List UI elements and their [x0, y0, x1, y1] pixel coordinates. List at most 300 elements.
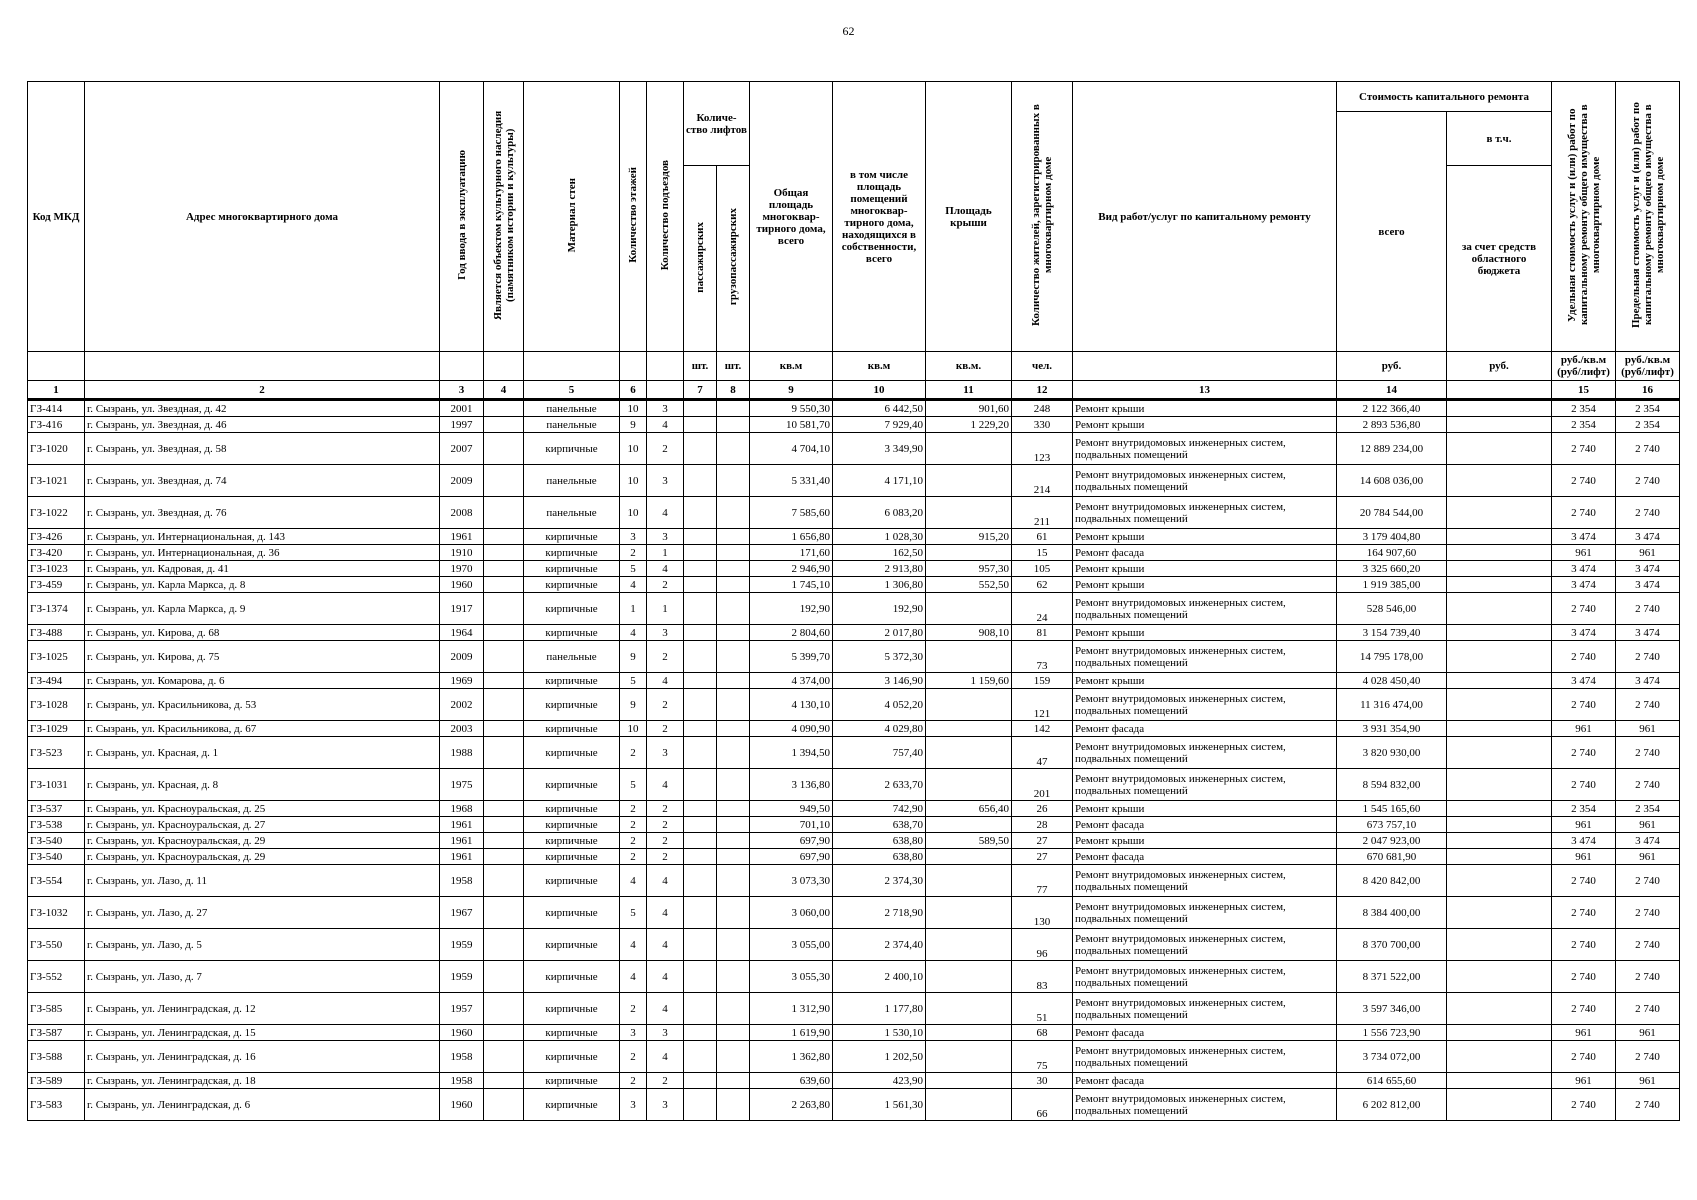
cell-total-area: 2 946,90 [750, 561, 833, 577]
cell-material: панельные [524, 400, 620, 417]
cell-residents: 105 [1012, 561, 1073, 577]
cell-roof-area [926, 737, 1012, 769]
cell-roof-area: 1 229,20 [926, 417, 1012, 433]
cell-work-type: Ремонт крыши [1073, 625, 1337, 641]
column-numbers-row [28, 381, 1680, 400]
column-number [647, 381, 684, 400]
cell-work-type: Ремонт фасада [1073, 849, 1337, 865]
cell-regional-budget [1447, 769, 1552, 801]
cell-lifts-cargo [717, 561, 750, 577]
cell-residents: 24 [1012, 593, 1073, 625]
cell-entrances: 2 [647, 433, 684, 465]
cell-lifts-cargo [717, 417, 750, 433]
cell-code: ГЗ-540 [28, 833, 85, 849]
cell-lifts-passenger [684, 417, 717, 433]
cell-total-area: 10 581,70 [750, 417, 833, 433]
cell-lifts-passenger [684, 673, 717, 689]
cell-year: 2002 [440, 689, 484, 721]
cell-limit-cost: 961 [1616, 849, 1680, 865]
cell-cost-total: 164 907,60 [1337, 545, 1447, 561]
col-header-lifts-passenger: пассажирских [684, 166, 717, 352]
cell-residents: 81 [1012, 625, 1073, 641]
cell-code: ГЗ-414 [28, 400, 85, 417]
cell-floors: 3 [620, 1089, 647, 1121]
cell-limit-cost: 961 [1616, 1073, 1680, 1089]
cell-year: 1960 [440, 577, 484, 593]
cell-lifts-cargo [717, 673, 750, 689]
cell-total-area: 9 550,30 [750, 400, 833, 417]
cell-entrances: 3 [647, 1089, 684, 1121]
cell-regional-budget [1447, 993, 1552, 1025]
cell-owned-area: 3 349,90 [833, 433, 926, 465]
cell-residents: 248 [1012, 400, 1073, 417]
cell-entrances: 4 [647, 929, 684, 961]
cell-residents: 75 [1012, 1041, 1073, 1073]
cell-material: кирпичные [524, 929, 620, 961]
cell-lifts-passenger [684, 545, 717, 561]
cell-floors: 2 [620, 1041, 647, 1073]
cell-entrances: 4 [647, 961, 684, 993]
cell-lifts-cargo [717, 961, 750, 993]
col-header-year: Год ввода в эксплуатацию [440, 82, 484, 352]
cell-limit-cost: 961 [1616, 817, 1680, 833]
cell-cost-total: 2 893 536,80 [1337, 417, 1447, 433]
cell-year: 1960 [440, 1025, 484, 1041]
cell-work-type: Ремонт фасада [1073, 721, 1337, 737]
cell-code: ГЗ-1028 [28, 689, 85, 721]
cell-cost-total: 12 889 234,00 [1337, 433, 1447, 465]
cell-regional-budget [1447, 593, 1552, 625]
cell-lifts-passenger [684, 833, 717, 849]
unit-rub-sqm: руб./кв.м (руб/лифт) [1616, 352, 1680, 381]
cell-lifts-passenger [684, 400, 717, 417]
cell-lifts-cargo [717, 689, 750, 721]
cell-code: ГЗ-1025 [28, 641, 85, 673]
cell-regional-budget [1447, 497, 1552, 529]
cell-cost-total: 3 597 346,00 [1337, 993, 1447, 1025]
cell-address: г. Сызрань, ул. Ленинградская, д. 18 [85, 1073, 440, 1089]
cell-regional-budget [1447, 545, 1552, 561]
cell-code: ГЗ-488 [28, 625, 85, 641]
cell-regional-budget [1447, 400, 1552, 417]
cell-unit-cost: 2 740 [1552, 641, 1616, 673]
table-row [28, 400, 1680, 417]
cell-address: г. Сызрань, ул. Интернациональная, д. 36 [85, 545, 440, 561]
cell-lifts-passenger [684, 849, 717, 865]
col-header-heritage: Является объектом культурного наследия (памятником истории и культуры) [484, 82, 524, 352]
cell-limit-cost: 3 474 [1616, 529, 1680, 545]
cell-year: 1959 [440, 929, 484, 961]
cell-lifts-passenger [684, 689, 717, 721]
cell-heritage [484, 769, 524, 801]
cell-limit-cost: 3 474 [1616, 561, 1680, 577]
cell-lifts-passenger [684, 721, 717, 737]
table-row [28, 593, 1680, 625]
cell-entrances: 2 [647, 721, 684, 737]
cell-residents: 214 [1012, 465, 1073, 497]
cell-limit-cost: 2 740 [1616, 1089, 1680, 1121]
cell-unit-cost: 3 474 [1552, 625, 1616, 641]
cell-material: панельные [524, 465, 620, 497]
column-number: 7 [684, 381, 717, 400]
cell-year: 1958 [440, 1041, 484, 1073]
column-number: 12 [1012, 381, 1073, 400]
cell-material: кирпичные [524, 993, 620, 1025]
cell-lifts-passenger [684, 561, 717, 577]
cell-roof-area [926, 897, 1012, 929]
cell-total-area: 3 136,80 [750, 769, 833, 801]
cell-lifts-cargo [717, 897, 750, 929]
cell-limit-cost: 2 740 [1616, 593, 1680, 625]
cell-address: г. Сызрань, ул. Ленинградская, д. 6 [85, 1089, 440, 1121]
cell-cost-total: 8 594 832,00 [1337, 769, 1447, 801]
cell-year: 2009 [440, 641, 484, 673]
cell-total-area: 171,60 [750, 545, 833, 561]
cell-limit-cost: 961 [1616, 1025, 1680, 1041]
cell-material: кирпичные [524, 769, 620, 801]
cell-total-area: 2 263,80 [750, 1089, 833, 1121]
cell-address: г. Сызрань, ул. Кирова, д. 75 [85, 641, 440, 673]
col-header-total-area: Общая площадь многоквар-тирного дома, всего [750, 82, 833, 352]
table-row [28, 625, 1680, 641]
cell-cost-total: 3 179 404,80 [1337, 529, 1447, 545]
cell-code: ГЗ-1032 [28, 897, 85, 929]
cell-lifts-cargo [717, 849, 750, 865]
cell-regional-budget [1447, 465, 1552, 497]
cell-code: ГЗ-1022 [28, 497, 85, 529]
column-number [1447, 381, 1552, 400]
cell-roof-area [926, 993, 1012, 1025]
cell-heritage [484, 993, 524, 1025]
cell-work-type: Ремонт крыши [1073, 529, 1337, 545]
cell-regional-budget [1447, 1041, 1552, 1073]
cell-entrances: 4 [647, 769, 684, 801]
cell-residents: 77 [1012, 865, 1073, 897]
cell-floors: 2 [620, 993, 647, 1025]
table-row [28, 465, 1680, 497]
cell-material: кирпичные [524, 1041, 620, 1073]
cell-residents: 130 [1012, 897, 1073, 929]
cell-entrances: 1 [647, 545, 684, 561]
cell-regional-budget [1447, 833, 1552, 849]
unit-rub: руб. [1337, 352, 1447, 381]
cell-material: панельные [524, 497, 620, 529]
cell-address: г. Сызрань, ул. Звездная, д. 58 [85, 433, 440, 465]
cell-year: 1975 [440, 769, 484, 801]
cell-regional-budget [1447, 865, 1552, 897]
cell-regional-budget [1447, 625, 1552, 641]
cell-work-type: Ремонт внутридомовых инженерных систем, подвальных помещений [1073, 993, 1337, 1025]
cell-unit-cost: 2 740 [1552, 465, 1616, 497]
units-row [28, 352, 1680, 381]
cell-lifts-passenger [684, 817, 717, 833]
cell-limit-cost: 2 740 [1616, 993, 1680, 1025]
cell-regional-budget [1447, 929, 1552, 961]
cell-work-type: Ремонт фасада [1073, 1025, 1337, 1041]
cell-owned-area: 757,40 [833, 737, 926, 769]
cell-limit-cost: 3 474 [1616, 625, 1680, 641]
cell-owned-area: 7 929,40 [833, 417, 926, 433]
cell-roof-area [926, 865, 1012, 897]
cell-work-type: Ремонт крыши [1073, 673, 1337, 689]
cell-cost-total: 14 795 178,00 [1337, 641, 1447, 673]
cell-residents: 62 [1012, 577, 1073, 593]
cell-total-area: 4 374,00 [750, 673, 833, 689]
cell-owned-area: 742,90 [833, 801, 926, 817]
cell-year: 2008 [440, 497, 484, 529]
cell-unit-cost: 3 474 [1552, 833, 1616, 849]
cell-work-type: Ремонт внутридомовых инженерных систем, подвальных помещений [1073, 897, 1337, 929]
cell-total-area: 2 804,60 [750, 625, 833, 641]
cell-floors: 4 [620, 929, 647, 961]
cell-limit-cost: 3 474 [1616, 577, 1680, 593]
cell-entrances: 3 [647, 465, 684, 497]
cell-floors: 2 [620, 737, 647, 769]
cell-year: 1961 [440, 849, 484, 865]
cell-regional-budget [1447, 673, 1552, 689]
cell-unit-cost: 2 740 [1552, 593, 1616, 625]
table-row [28, 417, 1680, 433]
table-row [28, 497, 1680, 529]
cell-address: г. Сызрань, ул. Ленинградская, д. 15 [85, 1025, 440, 1041]
cell-year: 1960 [440, 1089, 484, 1121]
cell-total-area: 3 055,30 [750, 961, 833, 993]
cell-lifts-cargo [717, 577, 750, 593]
cell-heritage [484, 1025, 524, 1041]
cell-owned-area: 1 530,10 [833, 1025, 926, 1041]
col-header-owned-area: в том числе площадь помещений многоквар-тирного дома, находящихся в собственности, всего [833, 82, 926, 352]
cell-limit-cost: 2 740 [1616, 497, 1680, 529]
cell-unit-cost: 961 [1552, 1025, 1616, 1041]
cell-residents: 51 [1012, 993, 1073, 1025]
cell-heritage [484, 625, 524, 641]
cell-cost-total: 3 325 660,20 [1337, 561, 1447, 577]
cell-floors: 10 [620, 721, 647, 737]
col-header-limit-cost: Предельная стоимость услуг и (или) работ по капитальному ремонту общего имущества в многоквартирном доме [1616, 82, 1680, 352]
cell-entrances: 2 [647, 689, 684, 721]
cell-total-area: 192,90 [750, 593, 833, 625]
cell-cost-total: 3 820 930,00 [1337, 737, 1447, 769]
cell-entrances: 3 [647, 529, 684, 545]
cell-roof-area [926, 1089, 1012, 1121]
table-row [28, 529, 1680, 545]
cell-heritage [484, 929, 524, 961]
cell-work-type: Ремонт крыши [1073, 561, 1337, 577]
cell-total-area: 1 362,80 [750, 1041, 833, 1073]
unit-pcs: шт. [717, 352, 750, 381]
cell-lifts-cargo [717, 465, 750, 497]
cell-code: ГЗ-426 [28, 529, 85, 545]
cell-lifts-cargo [717, 817, 750, 833]
unit-people: чел. [1012, 352, 1073, 381]
cell-material: кирпичные [524, 817, 620, 833]
cell-code: ГЗ-540 [28, 849, 85, 865]
cell-regional-budget [1447, 721, 1552, 737]
cell-year: 1968 [440, 801, 484, 817]
cell-owned-area: 2 017,80 [833, 625, 926, 641]
cell-residents: 73 [1012, 641, 1073, 673]
cell-code: ГЗ-494 [28, 673, 85, 689]
cell-regional-budget [1447, 1089, 1552, 1121]
cell-unit-cost: 2 740 [1552, 865, 1616, 897]
cell-heritage [484, 400, 524, 417]
cell-limit-cost: 2 740 [1616, 769, 1680, 801]
table-row [28, 961, 1680, 993]
table-row [28, 1089, 1680, 1121]
cell-cost-total: 8 370 700,00 [1337, 929, 1447, 961]
cell-owned-area: 2 913,80 [833, 561, 926, 577]
table-row [28, 673, 1680, 689]
cell-owned-area: 192,90 [833, 593, 926, 625]
cell-lifts-passenger [684, 1025, 717, 1041]
cell-cost-total: 20 784 544,00 [1337, 497, 1447, 529]
cell-unit-cost: 2 740 [1552, 1041, 1616, 1073]
cell-unit-cost: 3 474 [1552, 561, 1616, 577]
cell-roof-area [926, 929, 1012, 961]
cell-code: ГЗ-420 [28, 545, 85, 561]
cell-year: 1961 [440, 833, 484, 849]
cell-lifts-cargo [717, 833, 750, 849]
unit-sqm: кв.м [750, 352, 833, 381]
cell-code: ГЗ-550 [28, 929, 85, 961]
cell-floors: 5 [620, 897, 647, 929]
table-row [28, 577, 1680, 593]
cell-address: г. Сызрань, ул. Ленинградская, д. 16 [85, 1041, 440, 1073]
cell-code: ГЗ-523 [28, 737, 85, 769]
cell-limit-cost: 3 474 [1616, 673, 1680, 689]
cell-unit-cost: 961 [1552, 849, 1616, 865]
cell-unit-cost: 2 740 [1552, 897, 1616, 929]
cell-entrances: 4 [647, 993, 684, 1025]
column-number: 11 [926, 381, 1012, 400]
cell-year: 1959 [440, 961, 484, 993]
cell-limit-cost: 2 354 [1616, 801, 1680, 817]
cell-floors: 3 [620, 1025, 647, 1041]
cell-floors: 10 [620, 400, 647, 417]
cell-total-area: 3 055,00 [750, 929, 833, 961]
cell-address: г. Сызрань, ул. Карла Маркса, д. 9 [85, 593, 440, 625]
cell-residents: 96 [1012, 929, 1073, 961]
table-row [28, 929, 1680, 961]
column-number: 8 [717, 381, 750, 400]
cell-heritage [484, 961, 524, 993]
cell-cost-total: 2 047 923,00 [1337, 833, 1447, 849]
cell-year: 1958 [440, 865, 484, 897]
cell-code: ГЗ-1020 [28, 433, 85, 465]
cell-cost-total: 8 420 842,00 [1337, 865, 1447, 897]
table-row [28, 737, 1680, 769]
cell-owned-area: 638,80 [833, 833, 926, 849]
cell-address: г. Сызрань, ул. Ленинградская, д. 12 [85, 993, 440, 1025]
cell-material: кирпичные [524, 529, 620, 545]
table-row [28, 1025, 1680, 1041]
cell-roof-area: 656,40 [926, 801, 1012, 817]
cell-owned-area: 1 028,30 [833, 529, 926, 545]
cell-unit-cost: 2 740 [1552, 929, 1616, 961]
cell-unit-cost: 3 474 [1552, 673, 1616, 689]
cell-entrances: 4 [647, 417, 684, 433]
cell-lifts-passenger [684, 593, 717, 625]
cell-total-area: 1 619,90 [750, 1025, 833, 1041]
cell-roof-area [926, 465, 1012, 497]
cell-total-area: 701,10 [750, 817, 833, 833]
cell-floors: 5 [620, 561, 647, 577]
cell-total-area: 7 585,60 [750, 497, 833, 529]
cell-material: кирпичные [524, 897, 620, 929]
col-header-lifts: Количе-ство лифтов [684, 82, 750, 166]
cell-work-type: Ремонт фасада [1073, 817, 1337, 833]
cell-lifts-passenger [684, 1089, 717, 1121]
cell-heritage [484, 897, 524, 929]
page-number: 62 [842, 24, 855, 38]
cell-floors: 9 [620, 689, 647, 721]
cell-address: г. Сызрань, ул. Лазо, д. 11 [85, 865, 440, 897]
cell-owned-area: 638,70 [833, 817, 926, 833]
cell-floors: 4 [620, 577, 647, 593]
cell-limit-cost: 3 474 [1616, 833, 1680, 849]
cell-lifts-passenger [684, 929, 717, 961]
cell-entrances: 2 [647, 833, 684, 849]
cell-total-area: 1 656,80 [750, 529, 833, 545]
cell-lifts-passenger [684, 897, 717, 929]
cell-owned-area: 2 374,40 [833, 929, 926, 961]
cell-heritage [484, 497, 524, 529]
cell-entrances: 2 [647, 801, 684, 817]
cell-floors: 4 [620, 961, 647, 993]
cell-heritage [484, 721, 524, 737]
cell-code: ГЗ-589 [28, 1073, 85, 1089]
cell-floors: 1 [620, 593, 647, 625]
cell-code: ГЗ-585 [28, 993, 85, 1025]
cell-work-type: Ремонт внутридомовых инженерных систем, подвальных помещений [1073, 593, 1337, 625]
cell-year: 1961 [440, 817, 484, 833]
cell-cost-total: 528 546,00 [1337, 593, 1447, 625]
cell-residents: 15 [1012, 545, 1073, 561]
cell-roof-area [926, 769, 1012, 801]
cell-material: панельные [524, 417, 620, 433]
cell-year: 2001 [440, 400, 484, 417]
cell-address: г. Сызрань, ул. Кадровая, д. 41 [85, 561, 440, 577]
column-number: 10 [833, 381, 926, 400]
cell-regional-budget [1447, 961, 1552, 993]
cell-lifts-cargo [717, 1041, 750, 1073]
cell-lifts-passenger [684, 1073, 717, 1089]
cell-code: ГЗ-552 [28, 961, 85, 993]
column-number: 16 [1616, 381, 1680, 400]
cell-address: г. Сызрань, ул. Звездная, д. 42 [85, 400, 440, 417]
cell-lifts-passenger [684, 961, 717, 993]
cell-regional-budget [1447, 561, 1552, 577]
cell-regional-budget [1447, 433, 1552, 465]
cell-limit-cost: 2 740 [1616, 865, 1680, 897]
cell-unit-cost: 2 740 [1552, 769, 1616, 801]
cell-lifts-cargo [717, 641, 750, 673]
cell-residents: 159 [1012, 673, 1073, 689]
cell-residents: 330 [1012, 417, 1073, 433]
cell-owned-area: 6 083,20 [833, 497, 926, 529]
cell-limit-cost: 2 740 [1616, 929, 1680, 961]
cell-owned-area: 1 202,50 [833, 1041, 926, 1073]
cell-unit-cost: 3 474 [1552, 577, 1616, 593]
cell-floors: 5 [620, 769, 647, 801]
cell-lifts-passenger [684, 641, 717, 673]
cell-cost-total: 3 931 354,90 [1337, 721, 1447, 737]
cell-address: г. Сызрань, ул. Красноуральская, д. 25 [85, 801, 440, 817]
cell-lifts-cargo [717, 993, 750, 1025]
col-header-unit-cost: Удельная стоимость услуг и (или) работ по капитальному ремонту общего имущества в многоквартирном доме [1552, 82, 1616, 352]
cell-entrances: 4 [647, 561, 684, 577]
column-number: 9 [750, 381, 833, 400]
